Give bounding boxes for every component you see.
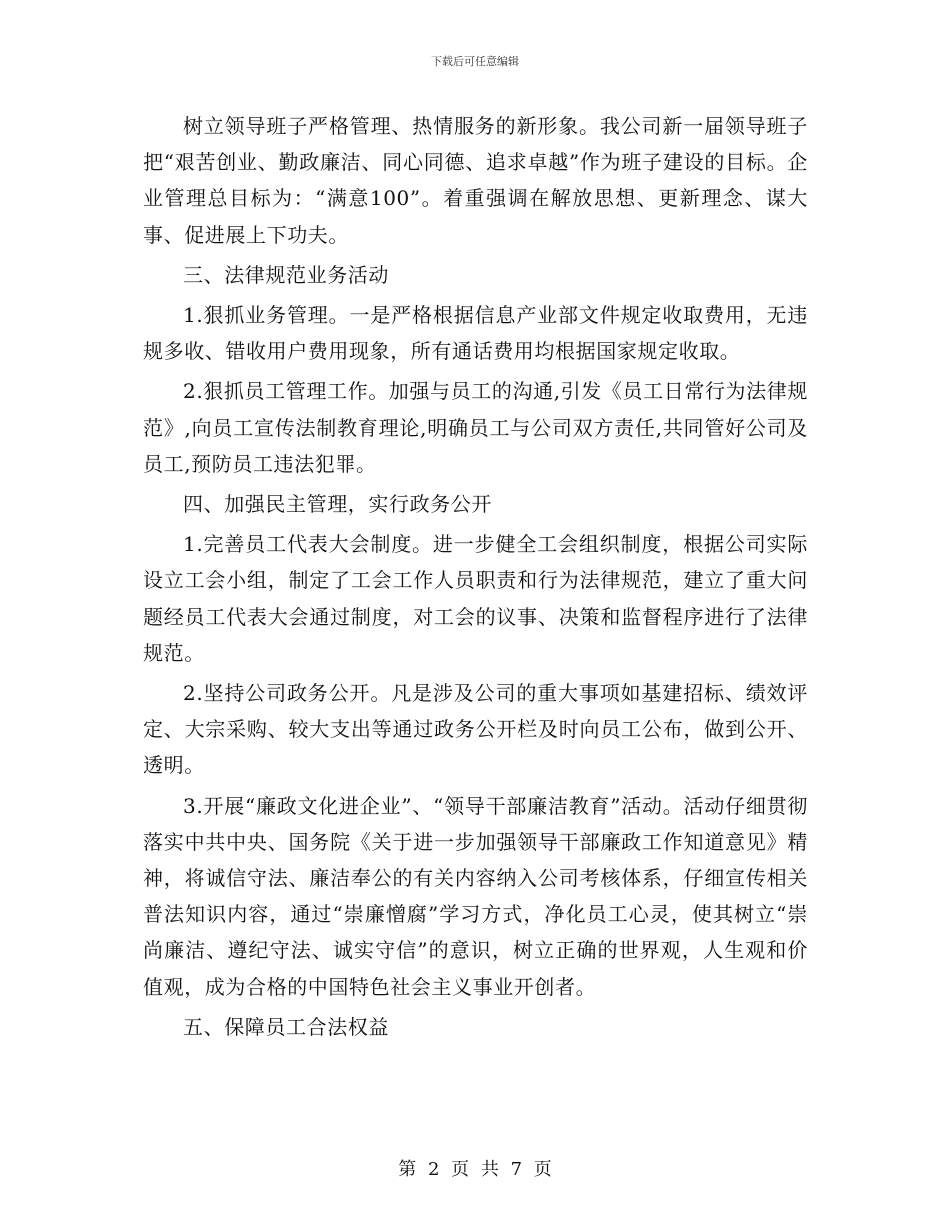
paragraph-staff-congress: 1.完善员工代表大会制度。进一步健全工会组织制度，根据公司实际设立工会小组，制定了工会工作人员职责和行为法律规范，建立了重大问题经员工代表大会通过制度，对工会的议事、决策和监督程序进行了法律规范。 <box>143 532 808 665</box>
paragraph-staff-management: 2.狠抓员工管理工作。加强与员工的沟通,引发《员工日常行为法律规范》,向员工宣传法制教育理论,明确员工与公司双方责任,共同管好公司及员工,预防员工违法犯罪。 <box>143 379 808 476</box>
page-number-footer: 第 2 页 共 7 页 <box>398 1159 552 1180</box>
section-heading-5: 五、保障员工合法权益 <box>183 1014 389 1039</box>
paragraph-business-management: 1.狠抓业务管理。一是严格根据信息产业部文件规定收取费用，无违规多收、错收用户费用现象，所有通话费用均根据国家规定收取。 <box>143 303 808 364</box>
section-heading-4: 四、加强民主管理，实行政务公开 <box>183 492 492 517</box>
document-body <box>143 108 808 1049</box>
paragraph-integrity-culture: 3.开展“廉政文化进企业”、“领导干部廉洁教育”活动。活动仔细贯彻落实中共中央、国务院《关于进一步加强领导干部廉政工作知道意见》精神，将诚信守法、廉洁奉公的有关内容纳入公司考核体系，仔细宣传相关普法知识内容，通过“崇廉憎腐”学习方式，净化员工心灵，使其树立“崇尚廉洁、遵纪守法、诚实守信”的意识，树立正确的世界观，人生观和价值观，成为合格的中国特色社会主义事业开创者。 <box>143 793 808 999</box>
header-note: 下载后可任意编辑 <box>431 55 519 68</box>
section-heading-3: 三、法律规范业务活动 <box>183 262 389 287</box>
paragraph-leadership-image: 树立领导班子严格管理、热情服务的新形象。我公司新一届领导班子把“艰苦创业、勤政廉洁、同心同德、追求卓越”作为班子建设的目标。企业管理总目标为：“满意100”。着重强调在解放思想、更新理念、谋大事、促进展上下功夫。 <box>143 114 808 247</box>
paragraph-affairs-openness: 2.坚持公司政务公开。凡是涉及公司的重大事项如基建招标、绩效评定、大宗采购、较大支出等通过政务公开栏及时向员工公布，做到公开、透明。 <box>143 681 808 778</box>
